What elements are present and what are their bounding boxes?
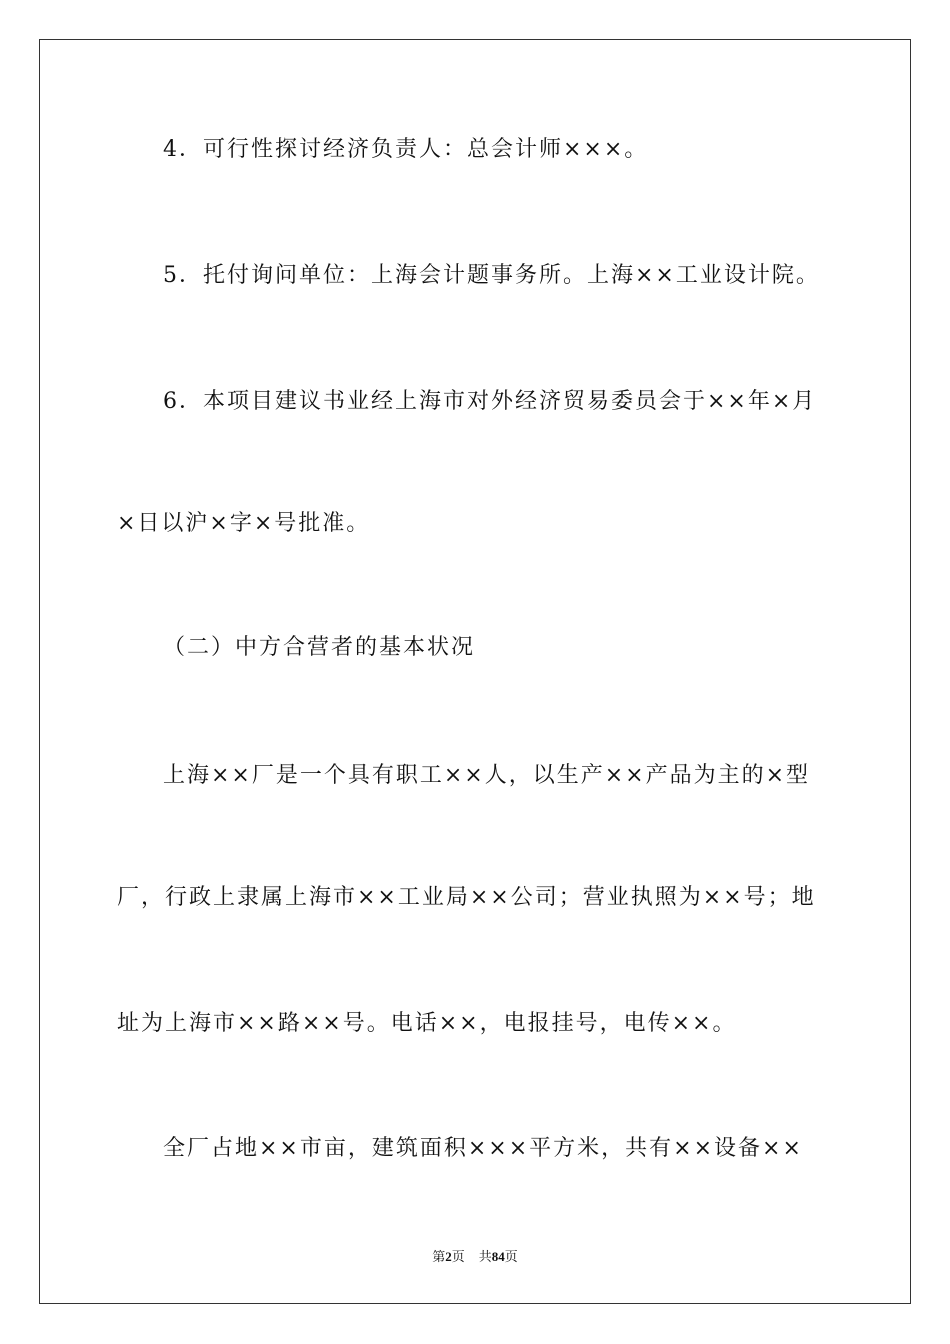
paragraph-company-line-3: 址为上海市××路××号。电话××，电报挂号，电传××。 (117, 1011, 737, 1036)
paragraph-item-5: 5．托付询问单位：上海会计题事务所。上海××工业设计院。 (163, 263, 820, 288)
paragraph-item-6-line-1: 6．本项目建议书业经上海市对外经济贸易委员会于××年×月 (163, 389, 817, 414)
footer-total-suffix: 页 (504, 1249, 518, 1264)
paragraph-area-line-1: 全厂占地××市亩，建筑面积×××平方米，共有××设备×× (163, 1136, 803, 1161)
page-footer (0, 1248, 950, 1266)
footer-page-prefix: 第 (432, 1249, 446, 1264)
footer-page-suffix: 页 (451, 1249, 465, 1264)
footer-total-pages: 84 (491, 1249, 505, 1264)
paragraph-item-6-line-2: ×日以沪×字×号批准。 (117, 511, 371, 536)
page-border (39, 39, 911, 1304)
footer-page-number: 2 (445, 1249, 452, 1264)
section-heading: （二）中方合营者的基本状况 (163, 635, 476, 660)
paragraph-item-4: 4．可行性探讨经济负责人：总会计师×××。 (163, 137, 649, 162)
paragraph-company-line-2: 厂，行政上隶属上海市××工业局××公司；营业执照为××号；地 (117, 885, 816, 910)
footer-total-prefix: 共 (478, 1249, 492, 1264)
paragraph-company-line-1: 上海××厂是一个具有职工××人，以生产××产品为主的×型 (163, 763, 811, 788)
